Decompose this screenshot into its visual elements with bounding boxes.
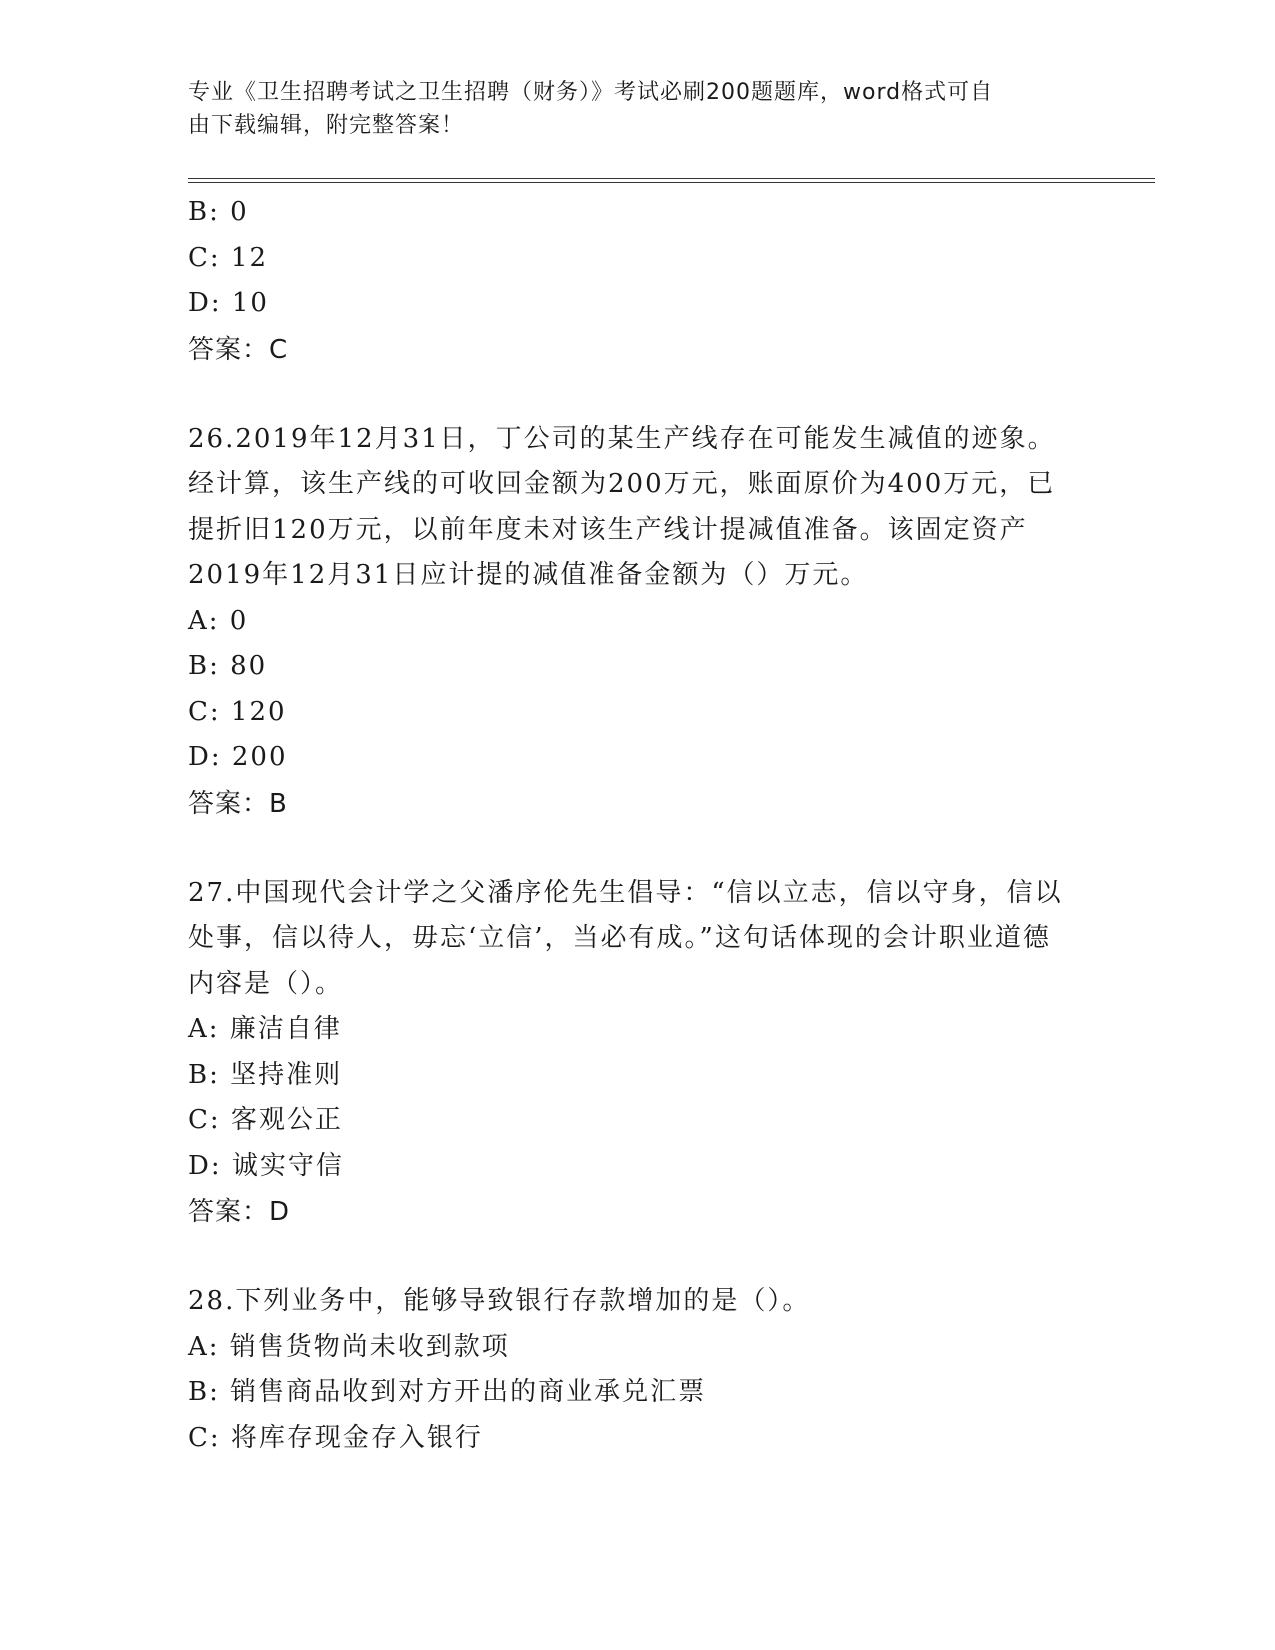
question-stem: 26.2019年12月31日，丁公司的某生产线存在可能发生减值的迹象。经计算，该生产线的可收回金额为200万元，账面原价为400万元，已提折旧120万元，以前年度未对该生产线计提减值准备。该固定资产2019年12月31日应计提的减值准备金额为（）万元。 [188,423,1056,590]
header-divider-bottom [188,182,1155,183]
option-a: A: 0 [188,605,249,636]
header-divider-top [188,178,1155,179]
question-28 [188,1279,1078,1461]
header-line-1: 专业《卫生招聘考试之卫生招聘（财务）》考试必刷200题题库，word格式可自 [188,80,994,105]
option-b: B: 坚持准则 [188,1059,343,1090]
option-c: C: 客观公正 [188,1105,343,1135]
document-header [188,76,1068,142]
question-stem: 28.下列业务中，能够导致银行存款增加的是（）。 [188,1286,811,1316]
option-d: D: 200 [188,742,288,772]
option-b: B: 销售商品收到对方开出的商业承兑汇票 [188,1377,707,1407]
option-b: B: 80 [188,651,268,681]
option-d: D: 诚实守信 [188,1150,344,1181]
option-a: A: 销售货物尚未收到款项 [188,1331,510,1362]
prev-question-block [188,190,1078,373]
document-body [188,190,1078,1461]
option-b: B: 0 [188,197,249,227]
option-d: D: 10 [188,288,269,318]
option-c: C: 120 [188,696,287,727]
option-a: A: 廉洁自律 [188,1014,342,1044]
header-line-2: 由下载编辑，附完整答案！ [188,113,465,138]
question-27 [188,871,1078,1236]
answer-line: 答案：B [188,788,288,819]
option-c: C: 将库存现金存入银行 [188,1422,483,1453]
question-stem: 27.中国现代会计学之父潘序伦先生倡导：“信以立志，信以守身，信以处事，信以待人，毋忘‘立信’，当必有成。”这句话体现的会计职业道德内容是（）。 [188,877,1063,999]
option-c: C: 12 [188,242,269,273]
answer-line: 答案：D [188,1197,291,1227]
answer-line: 答案：C [188,334,289,365]
question-26 [188,417,1078,827]
